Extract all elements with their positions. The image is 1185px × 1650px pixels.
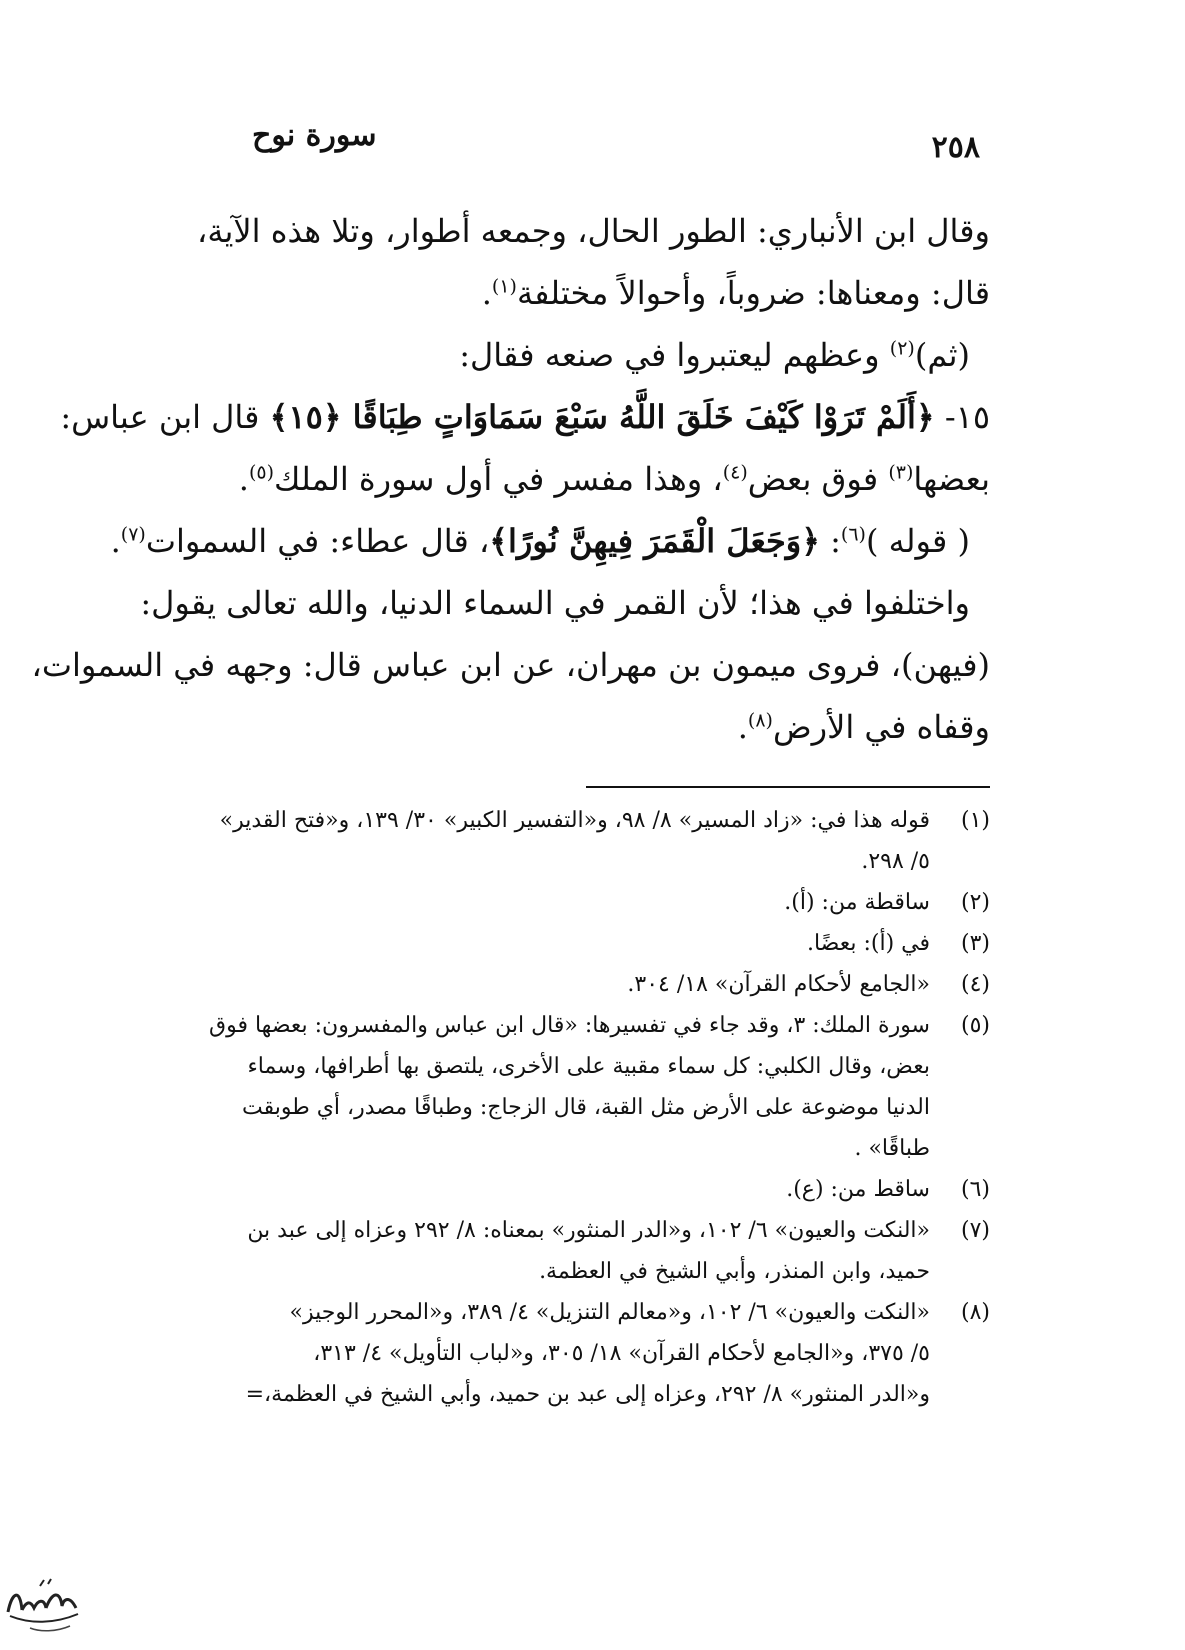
text-segment: . — [238, 460, 249, 498]
footnote-reference: (٥) — [248, 461, 274, 484]
footnote-text — [140, 1169, 930, 1210]
footnote — [140, 964, 990, 1005]
footnote-line: حميد، وابن المنذر، وأبي الشيخ في العظمة. — [539, 1259, 930, 1284]
text-line — [140, 448, 990, 510]
text-segment: (ثم) — [914, 336, 970, 374]
footnote-number: (١) — [960, 808, 990, 833]
footnote-text — [140, 1005, 930, 1169]
footnote-reference: (٢) — [889, 337, 915, 360]
running-title: سورة نوح — [252, 118, 377, 153]
quran-verse: ﴿وَجَعَلَ الْقَمَرَ فِيهِنَّ نُورًا﴾ — [489, 522, 820, 560]
footnote-reference: (١) — [491, 275, 517, 298]
text-segment: ( قوله ) — [865, 522, 970, 560]
text-line — [140, 696, 990, 758]
quran-verse: ﴿أَلَمْ تَرَوْا كَيْفَ خَلَقَ اللَّهُ سَبْعَ سَمَاوَاتٍ طِبَاقًا ﴿١٥﴾ — [269, 398, 935, 436]
footnote-line: ٥/ ٣٧٥، و«الجامع لأحكام القرآن» ١٨/ ٣٠٥، و«لباب التأويل» ٤/ ٣١٣، — [313, 1341, 930, 1366]
footnote-line: ٥/ ٢٩٨. — [861, 849, 930, 874]
text-segment: وقفاه في الأرض — [772, 708, 990, 746]
footnote — [140, 800, 990, 882]
footnote-line: «الجامع لأحكام القرآن» ١٨/ ٣٠٤. — [627, 972, 930, 997]
footnote-line: و«الدر المنثور» ٨/ ٢٩٢، وعزاه إلى عبد بن حميد، وأبي الشيخ في العظمة،= — [245, 1382, 930, 1407]
footnote-reference: (٣) — [888, 461, 914, 484]
footnote-line: ساقطة من: (أ). — [784, 890, 930, 915]
text-line — [140, 200, 990, 262]
footnote-reference: (٤) — [722, 461, 748, 484]
footnote-line: طباقًا» . — [854, 1136, 930, 1161]
footnote-text — [140, 800, 930, 882]
footnote-text — [140, 1210, 930, 1292]
text-segment: : — [819, 522, 841, 560]
footnote-line: ساقط من: (ع). — [786, 1177, 930, 1202]
footnote-line: بعض، وقال الكلبي: كل سماء مقبية على الأخرى، يلتصق بها أطرافها، وسماء — [247, 1054, 930, 1079]
text-segment: . — [110, 522, 121, 560]
footnote-line: الدنيا موضوعة على الأرض مثل القبة، قال الزجاج: وطباقًا مصدر، أي طوبقت — [241, 1095, 930, 1120]
footnote-number: (٨) — [960, 1300, 990, 1325]
footnote — [140, 1210, 990, 1292]
text-line — [60, 386, 990, 448]
footnote-number: (٢) — [960, 890, 990, 915]
footnote-number: (٤) — [960, 972, 990, 997]
footnote-line: قوله هذا في: «زاد المسير» ٨/ ٩٨، و«التفسير الكبير» ٣٠/ ١٣٩، و«فتح القدير» — [219, 808, 930, 833]
footnote — [140, 1292, 990, 1415]
footnote-number: (٥) — [960, 1013, 990, 1038]
footnote-line: «النكت والعيون» ٦/ ١٠٢، و«الدر المنثور» بمعناه: ٨/ ٢٩٢ وعزاه إلى عبد بن — [247, 1218, 930, 1243]
footnote-text — [140, 1292, 930, 1415]
text-segment: ، قال عطاء: في السموات — [145, 522, 490, 560]
footnote-number: (٣) — [960, 931, 990, 956]
footnote — [140, 923, 990, 964]
calligraphic-seal-icon — [0, 1572, 82, 1638]
footnote-line: «النكت والعيون» ٦/ ١٠٢، و«معالم التنزيل» ٤/ ٣٨٩، و«المحرر الوجيز» — [289, 1300, 930, 1325]
footnote-number: (٧) — [960, 1218, 990, 1243]
text-segment: ١٥- — [934, 398, 990, 436]
footnote-reference: (٦) — [840, 523, 866, 546]
footnotes — [140, 800, 990, 1415]
text-segment: (فيهن)، فروى ميمون بن مهران، عن ابن عباس قال: وجهه في السموات، — [31, 646, 990, 684]
text-segment: وقال ابن الأنباري: الطور الحال، وجمعه أطوار، وتلا هذه الآية، — [197, 212, 990, 250]
footnote-line: سورة الملك: ٣، وقد جاء في تفسيرها: «قال ابن عباس والمفسرون: بعضها فوق — [209, 1013, 930, 1038]
text-line — [140, 262, 990, 324]
footnote — [140, 1169, 990, 1210]
footnote-text — [140, 882, 930, 923]
text-line — [110, 510, 990, 572]
text-segment: . — [737, 708, 748, 746]
text-segment: واختلفوا في هذا؛ لأن القمر في السماء الدنيا، والله تعالى يقول: — [140, 584, 970, 622]
footnote-reference: (٧) — [120, 523, 146, 546]
page-header — [140, 118, 980, 178]
footnote-line: في (أ): بعضًا. — [806, 931, 930, 956]
text-segment: ، وهذا مفسر في أول سورة الملك — [274, 460, 723, 498]
page-number: ٢٥٨ — [931, 130, 980, 165]
main-text — [31, 200, 990, 758]
footnote-text — [140, 923, 930, 964]
footnote — [140, 882, 990, 923]
text-segment: قال ابن عباس: — [60, 398, 270, 436]
text-line — [31, 634, 990, 696]
text-segment: فوق بعض — [747, 460, 889, 498]
text-segment: وعظهم ليعتبروا في صنعه فقال: — [459, 336, 890, 374]
text-segment: . — [481, 274, 492, 312]
footnote-number: (٦) — [960, 1177, 990, 1202]
footnote — [140, 1005, 990, 1169]
footnote-reference: (٨) — [747, 709, 773, 732]
text-line — [140, 572, 990, 634]
footnote-divider — [586, 786, 990, 788]
text-segment: بعضها — [913, 460, 990, 498]
text-line — [140, 324, 990, 386]
footnote-text — [140, 964, 930, 1005]
text-segment: قال: ومعناها: ضروباً، وأحوالاً مختلفة — [516, 274, 990, 312]
